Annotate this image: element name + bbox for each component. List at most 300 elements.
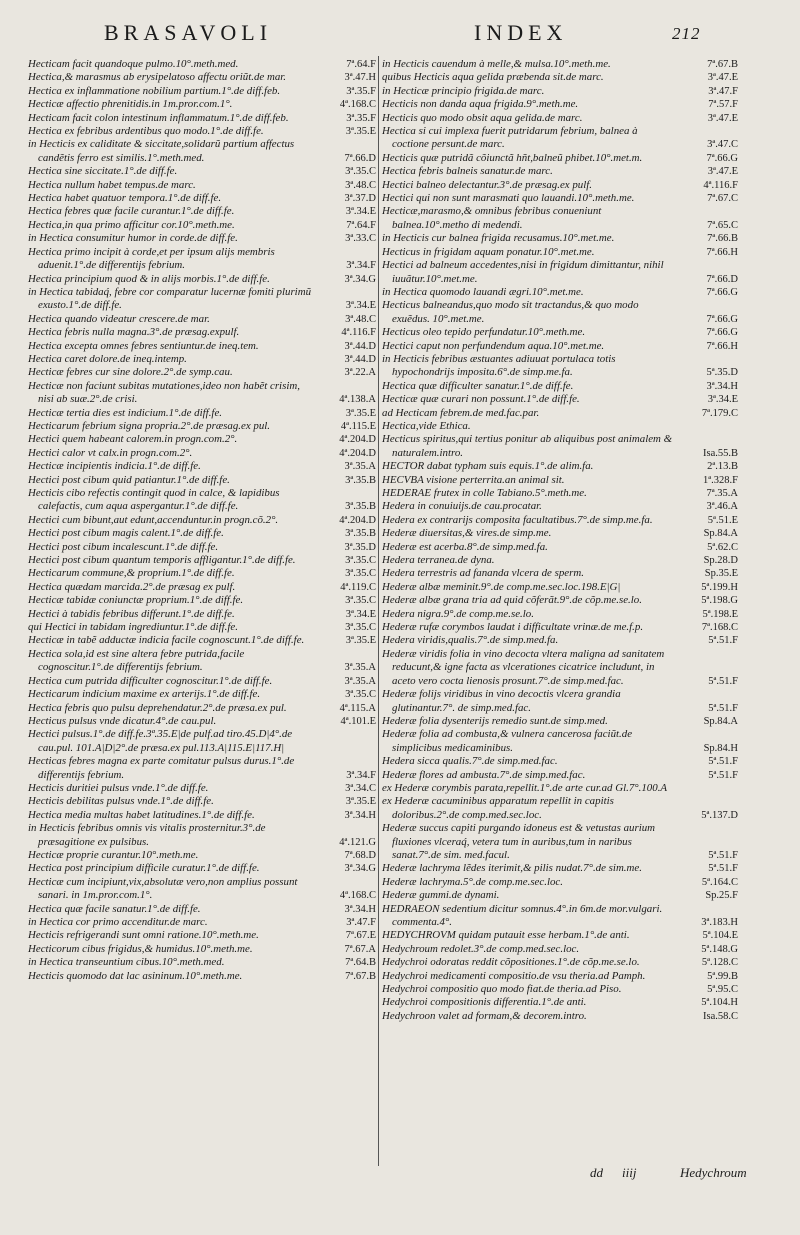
- index-entry: [382, 862, 738, 875]
- entry-text: Hederæ albæ meminit.9°.de comp.me.sec.loc.198.E|G|: [382, 580, 621, 593]
- entry-text: Hecticis quo modo obsit aqua gelida.de marc.: [382, 111, 583, 124]
- index-entry: [28, 112, 376, 125]
- index-entry: [382, 340, 738, 353]
- entry-reference: 5ª.148.G: [701, 943, 738, 955]
- index-entry: [382, 152, 738, 165]
- entry-text: Hectica quando videatur crescere.de mar.: [28, 312, 210, 325]
- entry-reference: 3ª.47.F: [346, 917, 376, 928]
- entry-text: Hecticis quæ putridã cõiunctã hñt,balneũ phibet.10°.met.m.: [382, 151, 643, 164]
- index-entry: [382, 527, 738, 540]
- entry-reference: 3ª.37.D: [344, 193, 376, 205]
- index-entry: [28, 192, 376, 205]
- entry-reference: 7ª.168.C: [701, 622, 738, 634]
- entry-reference: 5ª.51.F: [708, 702, 738, 714]
- index-entry: [28, 862, 376, 875]
- index-entry: [28, 822, 376, 849]
- entry-reference: 5ª.51.F: [708, 675, 738, 687]
- entry-text: Hectici cum bibunt,aut edunt,accenduntur.in progn.cõ.2°.: [28, 513, 279, 526]
- entry-text: Hederæ rufæ corymbos laudat i difficultate vrinæ.de me.f.p.: [382, 621, 644, 634]
- entry-reference: 3ª.35.E: [345, 796, 376, 808]
- entry-reference: 7ª.66.G: [706, 152, 738, 164]
- entry-text: Hedera sicca qualis.7°.de simp.med.fac.: [382, 755, 558, 768]
- running-header: [0, 20, 800, 54]
- index-entry: [28, 326, 376, 339]
- index-entry: [382, 246, 738, 259]
- index-entry: [382, 500, 738, 513]
- entry-reference: 5ª.164.C: [701, 876, 738, 888]
- entry-reference: 7ª.67.B: [345, 970, 376, 982]
- entry-text: Hectici post cibum quid patiantur.1°.de diff.fe.: [28, 473, 230, 486]
- entry-reference: 4ª.168.C: [339, 99, 376, 111]
- index-entry: [28, 581, 376, 594]
- entry-reference: 7ª.66.D: [706, 273, 738, 285]
- entry-reference: 7ª.68.D: [344, 849, 376, 861]
- index-entry: [382, 433, 738, 460]
- entry-reference: 7ª.66.G: [706, 327, 738, 339]
- index-entry: [28, 554, 376, 567]
- index-entry: [28, 420, 376, 433]
- index-entry: [382, 1010, 738, 1023]
- index-entry: [28, 849, 376, 862]
- entry-reference: 3ª.34.H: [344, 809, 376, 821]
- entry-text: Hectici post cibum quantum temporis affligantur.1°.de diff.fe.: [28, 554, 296, 567]
- entry-reference: 3ª.34.G: [344, 273, 376, 285]
- entry-reference: 3ª.35.F: [346, 85, 376, 97]
- index-entry: [382, 795, 738, 822]
- entry-text: Hecticæ,marasmo,& omnibus febribus conueniunt balnea.10°.metho di medendi.: [382, 205, 602, 231]
- entry-text: HEDYCHROVM quidam putauit esse herbam.1°.de anti.: [382, 929, 630, 942]
- entry-reference: 7ª.67.E: [345, 930, 376, 942]
- entry-reference: 3ª.47.H: [344, 72, 376, 84]
- entry-reference: Sp.84.H: [703, 742, 738, 754]
- entry-text: Hedychroum redolet.3°.de comp.med.sec.loc.: [382, 942, 580, 955]
- index-entry: [28, 340, 376, 353]
- index-column-right: [382, 58, 738, 1023]
- index-entry: [28, 246, 376, 273]
- entry-reference: 5ª.51.F: [708, 849, 738, 861]
- entry-text: ex Hederæ cacuminibus apparatum repellit in capitis doloribus.2°.de comp.med.sec.loc.: [382, 795, 614, 821]
- entry-reference: Sp.28.D: [703, 555, 738, 567]
- entry-reference: 7ª.64.B: [345, 957, 376, 969]
- entry-reference: 3ª.35.E: [345, 407, 376, 419]
- index-entry: [28, 634, 376, 647]
- entry-text: HEDERAE frutex in colle Tabiano.5°.meth.me.: [382, 487, 587, 499]
- entry-reference: 3ª.35.B: [345, 528, 376, 540]
- entry-reference: 3ª.34.E: [707, 394, 738, 406]
- entry-reference: 7ª.66.D: [344, 152, 376, 164]
- entry-text: Hecticis duritiei pulsus vnde.1°.de diff.fe.: [28, 781, 209, 794]
- entry-text: Hedychroi medicamenti compositio.de vsu theria.ad Pamph.: [382, 969, 646, 982]
- entry-text: Hederæ viridis folia in vino decocta vltera maligna ad sanitatem reducunt,& igne facta as vlcerationes cicatrice includunt, in aceto vero cocta lienosis prosunt.7°.de simp.med.fac.: [382, 647, 665, 687]
- entry-reference: 5ª.51.F: [708, 863, 738, 875]
- entry-reference: 7ª.57.F: [708, 99, 738, 111]
- index-entry: [28, 876, 376, 903]
- entry-text: Hectica si cui implexa fuerit putridarum febrium, balnea à coctione persunt.de marc.: [382, 125, 638, 151]
- entry-text: HEDRAEON sedentium dicitur somnus.4°.in 6m.de mor.vulgari. commenta.4°.: [382, 902, 663, 928]
- entry-text: Hecticorum cibus frigidus,& humidus.10°.meth.me.: [28, 942, 253, 955]
- entry-text: Hederæ albæ grana tria ad quid cõferãt.9°.de cõp.me.se.lo.: [382, 594, 642, 607]
- entry-text: Hecticis refrigerandi sunt omni ratione.10°.meth.me.: [28, 929, 259, 942]
- entry-reference: 7ª.67.B: [707, 59, 738, 70]
- entry-text: Hecticas febres magna ex parte comitatur pulsus durus.1°.de differentijs febrium.: [28, 755, 295, 781]
- index-entry: [382, 688, 738, 715]
- index-entry: [382, 769, 738, 782]
- entry-text: Hectica,in qua primo afficitur cor.10°.meth.me.: [28, 218, 235, 231]
- entry-text: Hecticæ quæ curari non possunt.1°.de diff.fe.: [382, 393, 580, 406]
- index-entry: [28, 366, 376, 379]
- index-entry: [382, 581, 738, 594]
- index-entry: [28, 594, 376, 607]
- entry-text: Hedera terrestris ad fananda vlcera de sperm.: [382, 567, 584, 580]
- entry-reference: 3ª.22.A: [344, 367, 376, 379]
- index-entry: [28, 567, 376, 580]
- entry-text: in Hecticis cauendum à melle,& mulsa.10°.meth.me.: [382, 58, 611, 70]
- entry-text: Hecticus pulsus vnde dicatur.4°.de cau.pul.: [28, 714, 217, 727]
- entry-text: Hecticis quomodo dat lac asininum.10°.meth.me.: [28, 969, 243, 982]
- entry-text: in Hectica transeuntium cibus.10°.meth.med.: [28, 956, 225, 969]
- entry-text: Hectica sine siccitate.1°.de diff.fe.: [28, 165, 178, 178]
- entry-text: Hecticam facit quandoque pulmo.10°.meth.med.: [28, 58, 239, 70]
- entry-text: Hecticæ proprie curantur.10°.meth.me.: [28, 848, 199, 861]
- entry-text: in Hecticis cur balnea frigida recusamus.10°.met.me.: [382, 232, 615, 245]
- entry-reference: Isa.55.B: [703, 447, 738, 459]
- entry-text: Hecticis debilitas pulsus vnde.1°.de diff.fe.: [28, 795, 214, 808]
- index-entry: [382, 232, 738, 245]
- index-entry: [28, 353, 376, 366]
- entry-reference: 5ª.51.F: [708, 769, 738, 781]
- index-entry: [382, 970, 738, 983]
- index-entry: [28, 125, 376, 138]
- index-entry: [28, 621, 376, 634]
- entry-text: HECTOR dabat typham suis equis.1°.de alim.fa.: [382, 460, 594, 473]
- entry-text: Hecticus balneandus,quo modo sit tractandus,& quo modo exuẽdus. 10°.met.me.: [382, 299, 639, 325]
- entry-text: Hederæ est acerba.8°.de simp.med.fa.: [382, 540, 548, 553]
- entry-text: Hecticæ non faciunt subitas mutationes,ideo non habẽt crisim, nisi ab suæ.2°.de crisi.: [28, 379, 300, 406]
- entry-text: Hectica sola,id est sine altera febre putrida,facile cognoscitur.1°.de differentijs febrium.: [28, 647, 245, 674]
- index-entry: [382, 755, 738, 768]
- index-entry: [28, 58, 376, 71]
- entry-text: Hectica febres quæ facile curantur.1°.de diff.fe.: [28, 205, 235, 218]
- entry-reference: 5ª.128.C: [701, 957, 738, 969]
- entry-reference: 4ª.204.D: [339, 434, 376, 446]
- entry-text: Hedychroi odoratas reddit cõpositiones.1°.de cõp.me.se.lo.: [382, 956, 640, 969]
- index-entry: [382, 407, 738, 420]
- entry-reference: 3ª.35.E: [345, 635, 376, 647]
- entry-text: Hectica primo incipit à corde,et per ipsum alijs membris aduenit.1°.de differentijs febrium.: [28, 245, 275, 272]
- entry-text: in Hectica consumitur humor in corde.de diff.fe.: [28, 232, 238, 245]
- entry-text: Hectici calor vt calx.in progn.com.2°.: [28, 446, 193, 459]
- catchword: Hedychroum: [680, 1165, 747, 1180]
- signature-mark: dd: [590, 1165, 603, 1180]
- entry-text: ex Hederæ corymbis parata,repellit.1°.de arte cur.ad Gl.7°.100.A: [382, 781, 668, 794]
- entry-reference: 5ª.198.G: [701, 595, 738, 607]
- index-entry: [382, 393, 738, 406]
- entry-reference: 3ª.35.A: [344, 675, 376, 687]
- index-entry: [382, 554, 738, 567]
- index-entry: [382, 594, 738, 607]
- entry-reference: 5ª.35.D: [706, 367, 738, 379]
- entry-text: Hedera nigra.9°.de comp.me.se.lo.: [382, 607, 534, 620]
- entry-reference: Sp.84.A: [703, 528, 738, 540]
- entry-reference: 3ª.44.D: [344, 353, 376, 365]
- entry-text: Hecticus in frigidam aquam ponatur.10°.met.me.: [382, 245, 595, 258]
- entry-text: Hectica post principium difficile curatur.1°.de diff.fe.: [28, 862, 260, 875]
- entry-text: Hectica ex febribus ardentibus quo modo.1°.de diff.fe.: [28, 125, 264, 138]
- entry-text: Hecticæ affectio phrenitidis.in 1m.pror.com.1°.: [28, 98, 233, 111]
- entry-text: Hectica nullum habet tempus.de marc.: [28, 178, 196, 191]
- index-entry: [382, 353, 738, 380]
- entry-reference: 4ª.204.D: [339, 447, 376, 459]
- index-entry: [382, 98, 738, 111]
- entry-text: Hectica febris nulla magna.3°.de præsag.expulf.: [28, 326, 240, 339]
- entry-reference: 3ª.35.C: [345, 622, 376, 634]
- entry-reference: 5ª.51.F: [708, 635, 738, 647]
- entry-text: Hecticis cibo refectis contingit quod in calce, & lapidibus calefactis, cum aqua aspergantur.1°.de diff.fe.: [28, 487, 280, 513]
- entry-reference: 5ª.51.F: [708, 756, 738, 768]
- index-entry: [28, 487, 376, 514]
- entry-reference: 5ª.95.C: [707, 984, 738, 996]
- index-entry: [28, 273, 376, 286]
- index-entry: [382, 326, 738, 339]
- entry-text: in Hectica tabidaq́, febre cor comparatur lucernæ fomiti plurimũ exusto.1°.de diff.fe.: [28, 285, 312, 312]
- entry-text: Hedera in conuiuijs.de cau.procatar.: [382, 500, 542, 513]
- index-entry: [382, 460, 738, 473]
- entry-reference: 3ª.35.B: [345, 474, 376, 486]
- entry-reference: 7ª.65.C: [707, 219, 738, 231]
- header-author: BRASAVOLI: [104, 20, 273, 45]
- index-entry: [28, 138, 376, 165]
- entry-reference: 7ª.66.H: [706, 246, 738, 258]
- entry-text: in Hecticis febribus omnis vis vitalis prosternitur.3°.de præsagitione ex pulsibus.: [28, 822, 266, 848]
- index-entry: [28, 460, 376, 473]
- index-entry: [382, 179, 738, 192]
- index-entry: [28, 755, 376, 782]
- index-entry: [28, 71, 376, 84]
- entry-reference: 4ª.101.E: [340, 715, 376, 727]
- index-entry: [28, 205, 376, 218]
- entry-reference: 7ª.67.C: [707, 193, 738, 205]
- index-entry: [28, 514, 376, 527]
- index-entry: [28, 541, 376, 554]
- index-entry: [28, 943, 376, 956]
- entry-reference: 3ª.35.C: [345, 595, 376, 607]
- index-entry: [382, 299, 738, 326]
- entry-text: Hectica,& marasmus ab erysipelatoso affectu oriũt.de mar.: [28, 71, 287, 84]
- index-entry: [382, 822, 738, 862]
- entry-reference: 3ª.35.C: [345, 555, 376, 567]
- index-entry: [382, 943, 738, 956]
- index-entry: [382, 474, 738, 487]
- index-entry: [28, 313, 376, 326]
- entry-text: Hectici post cibum incalescunt.1°.de diff.fe.: [28, 540, 219, 553]
- entry-reference: 3ª.47.E: [707, 112, 738, 124]
- column-divider: [378, 56, 379, 1166]
- index-entry: [382, 85, 738, 98]
- entry-reference: 5ª.51.E: [707, 514, 738, 526]
- entry-text: Hederæ flores ad ambusta.7°.de simp.med.fac.: [382, 768, 586, 781]
- signature-number: iiij: [622, 1165, 637, 1180]
- index-entry: [28, 527, 376, 540]
- index-entry: [28, 474, 376, 487]
- entry-text: Hedychroi compositio quo modo fiat.de theria.ad Piso.: [382, 983, 622, 996]
- entry-text: Hecticæ in tabẽ adductæ indicia facile cognoscunt.1°.de diff.fe.: [28, 634, 305, 647]
- index-entry: [28, 795, 376, 808]
- entry-text: Hectici à tabidis febribus differunt.1°.de diff.fe.: [28, 607, 235, 620]
- entry-reference: 3ª.44.D: [344, 340, 376, 352]
- index-entry: [28, 165, 376, 178]
- index-entry: [382, 876, 738, 889]
- entry-reference: 5ª.198.E: [702, 608, 738, 620]
- index-entry: [382, 112, 738, 125]
- index-entry: [28, 970, 376, 983]
- entry-text: Hederæ diuersitas,& vires.de simp.me.: [382, 527, 552, 540]
- entry-reference: 4ª.168.C: [339, 890, 376, 902]
- entry-reference: 3ª.48.C: [345, 313, 376, 325]
- entry-reference: 3ª.35.A: [344, 461, 376, 473]
- entry-text: Hedera terranea.de dyna.: [382, 554, 495, 567]
- entry-text: Hectica media multas habet latitudines.1°.de diff.fe.: [28, 808, 255, 821]
- entry-text: Hectici ad balneum accedentes,nisi in frigidum dimittantur, nihil iuuãtur.10°.met.me.: [382, 259, 664, 285]
- index-entry: [382, 715, 738, 728]
- entry-text: in Hecticis ex caliditate & siccitate,solidarũ partium affectus candẽtis ferro est similis.1°.meth.med.: [28, 138, 295, 164]
- entry-text: ad Hecticam febrem.de med.fac.par.: [382, 406, 540, 419]
- entry-text: Hectica caret dolore.de ineq.intemp.: [28, 352, 187, 365]
- entry-reference: 3ª.35.C: [345, 568, 376, 580]
- index-entry: [382, 983, 738, 996]
- index-entry: [28, 916, 376, 929]
- entry-text: Hecticarum indicium maxime ex arterijs.1°.de diff.fe.: [28, 688, 261, 701]
- index-entry: [382, 996, 738, 1009]
- index-entry: [28, 380, 376, 407]
- entry-reference: 7ª.66.H: [706, 340, 738, 352]
- page-number: 212: [672, 24, 701, 43]
- index-entry: [28, 715, 376, 728]
- entry-text: Hedychroi compositionis differentia.1°.de anti.: [382, 996, 587, 1009]
- entry-text: Hectica quæ difficulter sanatur.1°.de diff.fe.: [382, 379, 574, 392]
- index-entry: [28, 702, 376, 715]
- entry-reference: 3ª.35.F: [346, 112, 376, 124]
- entry-text: in Hecticis febribus æstuantes adiuuat portulaca totis hypochondrijs imposita.6°.de simp.me.fa.: [382, 352, 616, 379]
- entry-reference: 3ª.35.C: [345, 689, 376, 701]
- index-entry: [28, 232, 376, 245]
- entry-text: HECVBA visione perterrita.an animal sit.: [382, 473, 565, 486]
- entry-text: Hecticæ tabidæ coniunctæ proprium.1°.de diff.fe.: [28, 594, 244, 607]
- entry-reference: 7ª.66.B: [707, 233, 738, 245]
- entry-text: Hecticæ incipientis indicia.1°.de diff.fe.: [28, 460, 201, 473]
- index-entry: [382, 58, 738, 71]
- entry-reference: 3ª.34.F: [346, 769, 376, 781]
- entry-text: Hectica febris balneis sanatur.de marc.: [382, 165, 553, 178]
- entry-text: Hectici caput non perfundendum aqua.10°.met.me.: [382, 339, 605, 352]
- entry-reference: 7ª.64.F: [346, 219, 376, 231]
- index-entry: [382, 205, 738, 232]
- entry-reference: 3ª.47.C: [707, 139, 738, 151]
- index-entry: [28, 688, 376, 701]
- entry-text: quibus Hecticis aqua gelida præbenda sit.de marc.: [382, 71, 604, 84]
- index-entry: [28, 447, 376, 460]
- entry-reference: 4ª.115.E: [340, 420, 376, 432]
- entry-reference: 2ª.13.B: [707, 461, 738, 473]
- entry-text: Hederæ succus capiti purgando idoneus est & vetustas aurium fluxiones vlceraq́, vetera tum in auribus,tum in naribus sanat.7°.de sim. med.facul.: [382, 822, 656, 861]
- entry-text: Hectici qui non sunt marasmati quo lauandi.10°.meth.me.: [382, 192, 635, 205]
- entry-reference: Sp.84.A: [703, 715, 738, 727]
- index-entry: [382, 903, 738, 930]
- entry-text: Hecticus spiritus,qui tertius ponitur ab aliquibus post animalem & naturalem.intro.: [382, 433, 673, 459]
- index-entry: [382, 541, 738, 554]
- entry-reference: 7ª.35.A: [706, 488, 738, 499]
- index-entry: [28, 286, 376, 313]
- entry-reference: 3ª.35.B: [345, 501, 376, 513]
- index-entry: [382, 420, 738, 433]
- index-entry: [382, 648, 738, 688]
- entry-reference: 3ª.47.E: [707, 72, 738, 84]
- entry-text: Hedychroon valet ad formam,& decorem.intro.: [382, 1009, 587, 1022]
- entry-reference: 4ª.121.G: [339, 836, 376, 848]
- index-entry: [28, 929, 376, 942]
- entry-reference: 3ª.34.E: [345, 206, 376, 218]
- index-entry: [382, 929, 738, 942]
- entry-reference: 3ª.35.A: [344, 662, 376, 674]
- entry-reference: 5ª.99.B: [707, 970, 738, 982]
- index-entry: [28, 608, 376, 621]
- entry-text: Hederæ gummi.de dynami.: [382, 889, 500, 902]
- index-entry: [382, 621, 738, 634]
- entry-reference: 3ª.34.F: [346, 260, 376, 272]
- entry-reference: 3ª.34.H: [706, 380, 738, 392]
- entry-text: qui Hectici in tabidam ingrediuntur.1°.de diff.fe.: [28, 621, 238, 634]
- entry-text: Hecticæ tertia dies est indicium.1°.de diff.fe.: [28, 406, 222, 419]
- entry-text: Hectici post cibum magis calent.1°.de diff.fe.: [28, 527, 224, 540]
- entry-reference: 7ª.66.G: [706, 313, 738, 325]
- entry-text: Hectica quæ facile sanatur.1°.de diff.fe.: [28, 902, 201, 915]
- index-entry: [382, 71, 738, 84]
- index-column-left: [28, 58, 376, 983]
- index-entry: [382, 567, 738, 580]
- entry-reference: Sp.35.E: [704, 568, 738, 580]
- entry-reference: 5ª.104.H: [701, 997, 738, 1009]
- entry-reference: 7ª.66.G: [706, 286, 738, 298]
- entry-text: Hecticæ cum incipiunt,vix,absolutæ vero,non amplius possunt sanari. in 1m.pror.com.1°.: [28, 875, 298, 902]
- index-entry: [382, 956, 738, 969]
- entry-text: Hederæ lachryma lẽdes iterimit,& pilis nudat.7°.de sim.me.: [382, 862, 642, 875]
- index-entry: [382, 165, 738, 178]
- entry-text: Hederæ folia dysenterijs remedio sunt.de simp.med.: [382, 714, 608, 727]
- index-entry: [382, 634, 738, 647]
- entry-reference: 1ª.328.F: [703, 474, 738, 486]
- index-entry: [382, 608, 738, 621]
- index-entry: [28, 956, 376, 969]
- index-entry: [382, 125, 738, 152]
- entry-reference: 7ª.179.C: [701, 407, 738, 419]
- entry-text: Hectici pulsus.1°.de diff.fe.3ª.35.E|de pulf.ad tiro.45.D|4°.de cau.pul. 101.A|D|2°.de præsa.ex pul.113.A|115.E|117.H|: [28, 728, 293, 754]
- entry-text: Hectica,vide Ethica.: [382, 419, 471, 432]
- entry-text: Hedera viridis,qualis.7°.de simp.med.fa.: [382, 634, 559, 647]
- index-entry: [382, 487, 738, 500]
- index-entry: [382, 514, 738, 527]
- entry-text: Hectica principium quod & in alijs morbis.1°.de diff.fe.: [28, 272, 270, 285]
- entry-reference: 4ª.116.F: [341, 327, 376, 339]
- entry-reference: 7ª.64.F: [346, 59, 376, 70]
- index-entry: [382, 380, 738, 393]
- index-entry: [28, 433, 376, 446]
- entry-reference: 4ª.116.F: [703, 179, 738, 191]
- index-entry: [28, 219, 376, 232]
- entry-text: Hectica ex inflammatione nobilium partium.1°.de diff.feb.: [28, 84, 281, 97]
- entry-text: Hecticus oleo tepido perfundatur.10°.meth.me.: [382, 326, 586, 339]
- entry-text: Hedera ex contrarijs composita facultatibus.7°.de simp.me.fa.: [382, 513, 653, 526]
- entry-text: Hectica excepta omnes febres sentiuntur.de ineq.tem.: [28, 339, 259, 352]
- entry-text: in Hectica cor primo accenditur.de marc.: [28, 916, 208, 928]
